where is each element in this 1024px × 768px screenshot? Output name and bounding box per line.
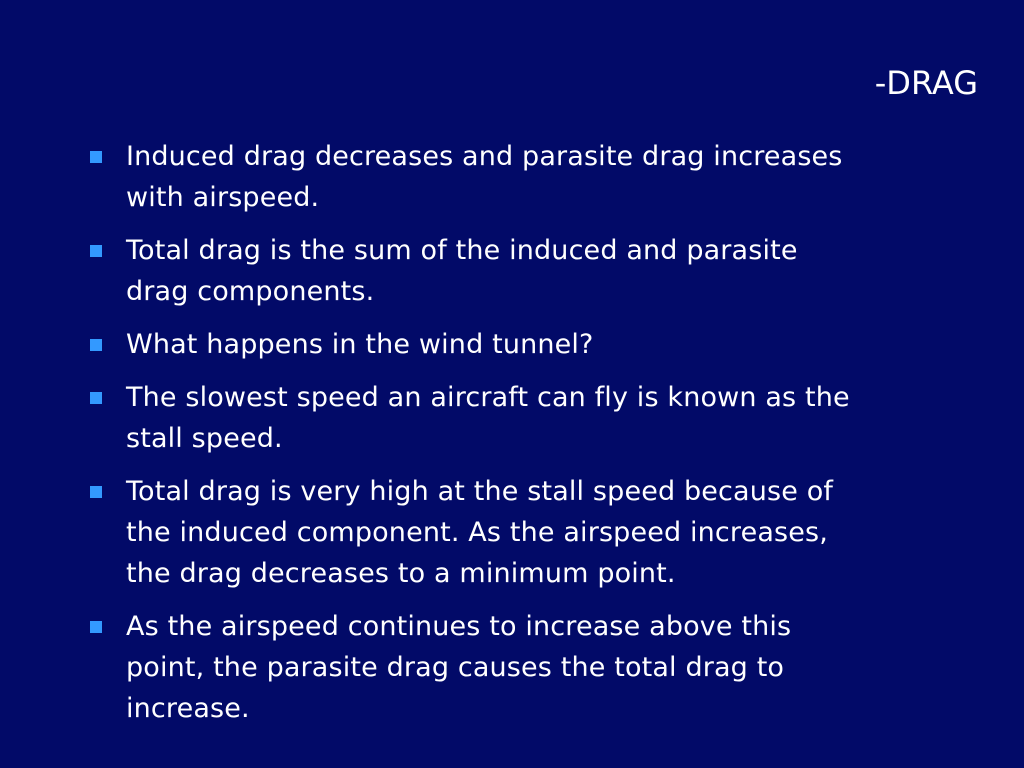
bullet-line: drag components. [126,276,375,307]
square-bullet-icon [90,486,102,498]
list-item [88,230,948,312]
bullet-list [88,136,948,741]
bullet-line: the induced component. As the airspeed increases, [126,517,828,548]
square-bullet-icon [90,339,102,351]
list-item [88,136,948,218]
square-bullet-icon [90,245,102,257]
list-item [88,471,948,594]
bullet-line: What happens in the wind tunnel? [126,329,594,360]
bullet-line: Induced drag decreases and parasite drag increases [126,141,843,172]
bullet-line: The slowest speed an aircraft can fly is known as the [126,382,850,413]
list-item [88,377,948,459]
bullet-line: increase. [126,693,250,724]
bullet-line: Total drag is very high at the stall speed because of [126,476,834,507]
bullet-line: with airspeed. [126,182,320,213]
bullet-line: Total drag is the sum of the induced and parasite [126,235,798,266]
bullet-line: the drag decreases to a minimum point. [126,558,676,589]
list-item [88,324,948,365]
bullet-line: stall speed. [126,423,283,454]
square-bullet-icon [90,151,102,163]
bullet-line: point, the parasite drag causes the total drag to [126,652,785,683]
square-bullet-icon [90,392,102,404]
bullet-line: As the airspeed continues to increase above this [126,611,792,642]
slide-title: -DRAG [874,64,978,102]
square-bullet-icon [90,621,102,633]
list-item [88,606,948,729]
